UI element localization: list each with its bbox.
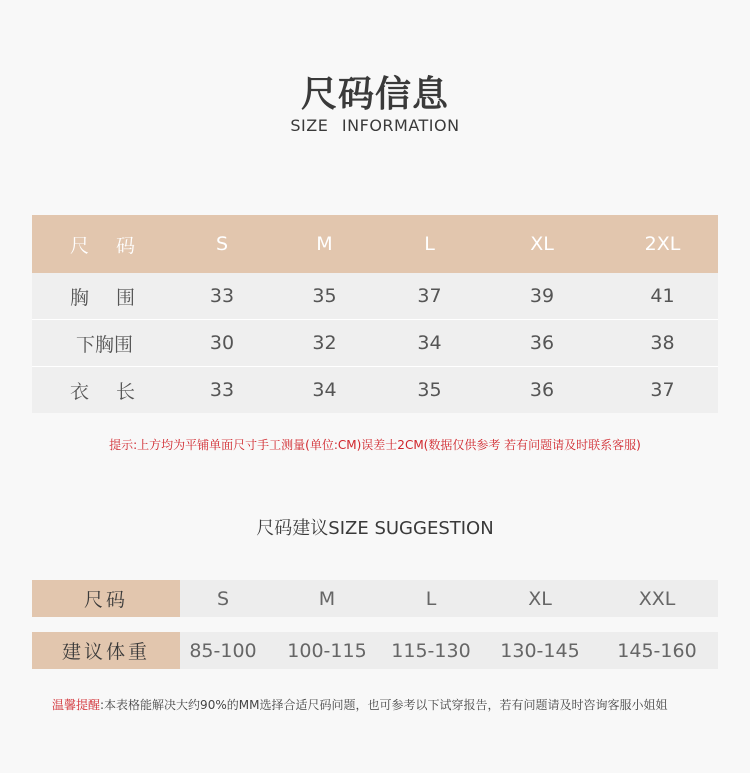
table-header-row [32,215,718,273]
reminder-text: :本表格能解决大约90%的MM选择合适尺码问题，也可参考以下试穿报告，若有问题请及时咨询客服小姐姐 [100,698,668,712]
suggestion-weight-row [32,632,718,669]
table-cell: 38 [650,332,675,354]
table-cell: L [425,587,437,610]
table-cell: 100-115 [287,639,367,662]
row-label: 下胸围 [75,333,133,356]
header-size-s: S [215,233,229,255]
header-size-m: M [316,233,333,255]
table-cell: 145-160 [617,639,697,662]
table-cell: XXL [638,587,676,610]
table-row-underbust [32,320,718,367]
table-cell: 35 [312,285,337,307]
page-subtitle: SIZE INFORMATION [290,116,460,135]
page-title: 尺码信息 [300,74,449,115]
reminder-prefix: 温馨提醒 [52,698,101,712]
table-cell: 35 [417,379,442,401]
row-label: 胸 围 [69,286,139,309]
suggestion-weight-label: 建议体重 [32,632,180,669]
suggestion-size-label: 尺码 [32,580,180,617]
table-cell: 30 [209,332,235,354]
table-cell: 85-100 [189,639,257,662]
suggestion-weight-values [180,632,718,669]
measurement-note: 提示:上方均为平铺单面尺寸手工测量(单位:CM)误差士2CM(数据仅供参考 若有问题请及时联系客服) [109,438,641,452]
suggestion-size-values [180,580,718,617]
row-label: 衣 长 [69,380,139,403]
suggestion-size-row [32,580,718,617]
table-cell: 33 [209,379,235,401]
table-cell: 37 [650,379,675,401]
header-size-label: 尺 码 [69,234,139,257]
table-cell: XL [528,587,552,610]
table-cell: M [318,587,336,610]
table-cell: 115-130 [391,639,471,662]
reminder-note [52,696,667,713]
table-cell: 33 [209,285,235,307]
suggestion-title: 尺码建议SIZE SUGGESTION [256,518,494,539]
table-cell: S [216,587,230,610]
table-cell: 34 [417,332,442,354]
header-size-2xl: 2XL [644,233,681,255]
table-row-chest [32,273,718,320]
table-cell: 41 [650,285,675,307]
table-cell: 36 [529,379,555,401]
table-cell: 130-145 [500,639,580,662]
table-cell: 39 [529,285,555,307]
table-cell: 36 [529,332,555,354]
table-cell: 34 [312,379,337,401]
table-cell: 37 [417,285,442,307]
header-size-xl: XL [530,233,554,255]
header-size-l: L [424,233,435,255]
table-cell: 32 [312,332,337,354]
table-row-length [32,367,718,413]
size-info-table [32,215,718,413]
